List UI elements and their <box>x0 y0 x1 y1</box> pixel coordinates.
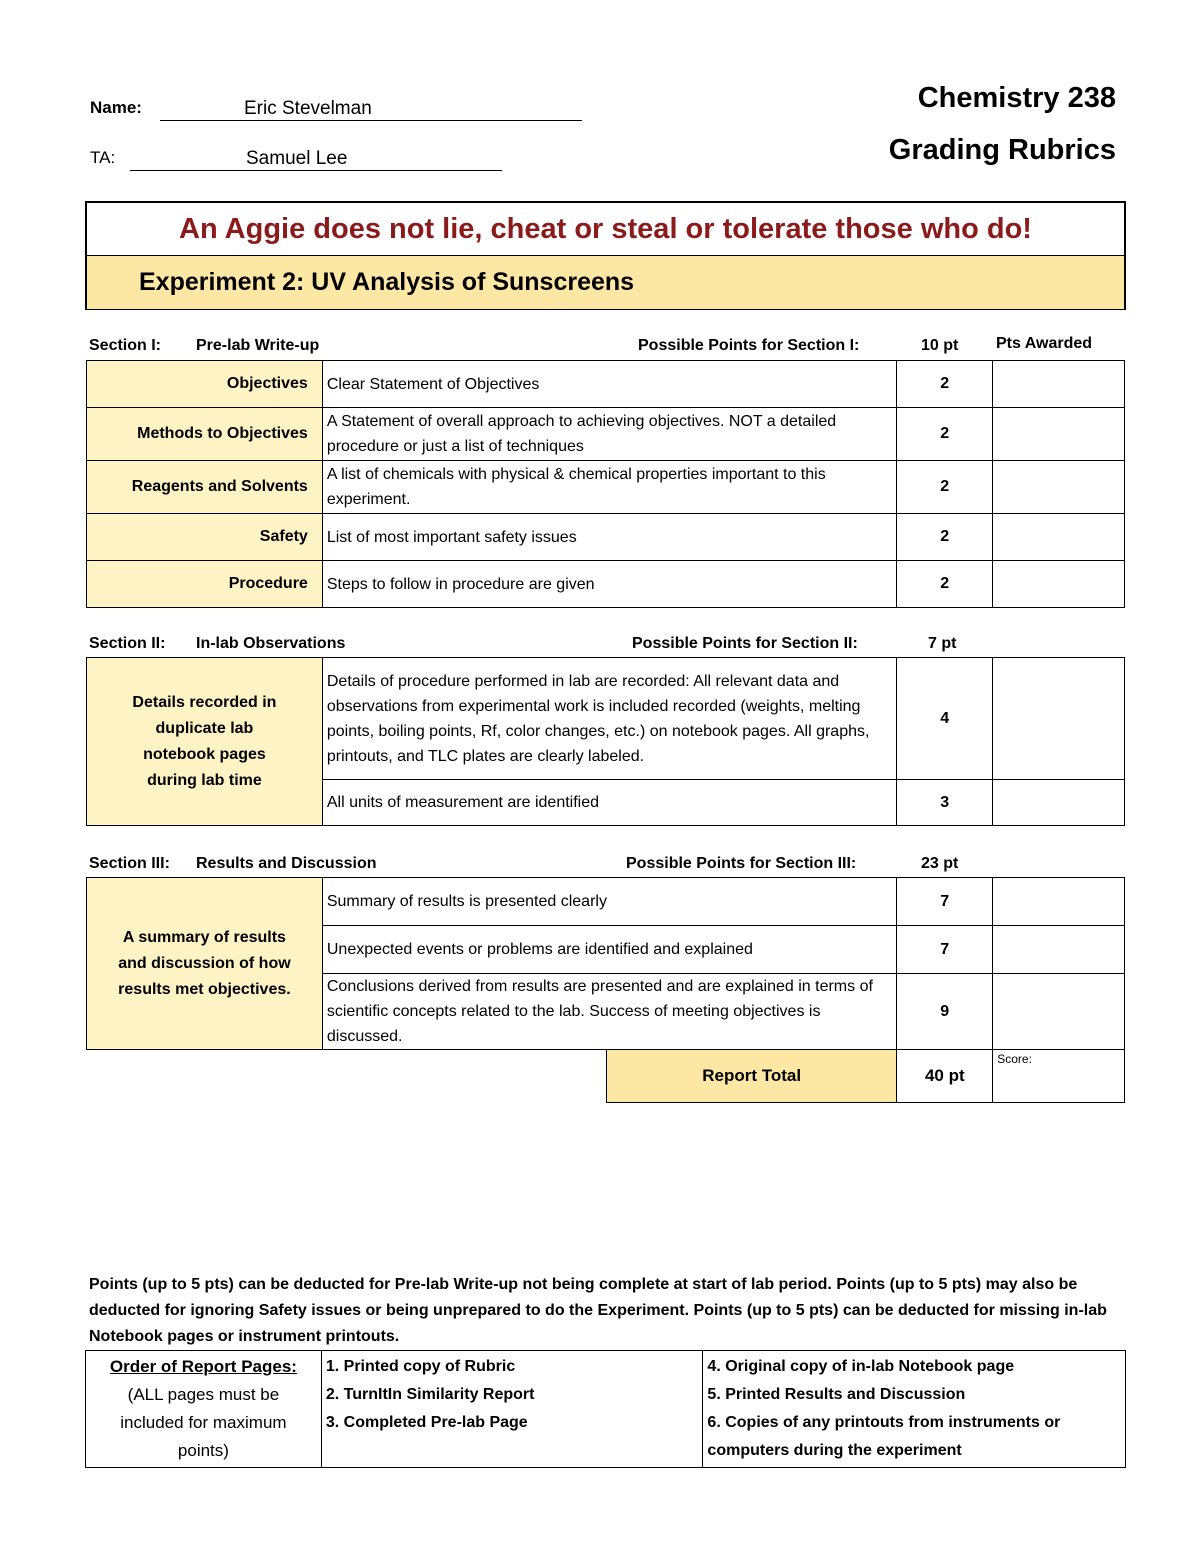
section1-label: Section I: <box>89 337 162 354</box>
section3-label: Section III: <box>89 855 170 872</box>
honor-code: An Aggie does not lie, cheat or steal or tolerate those who do! <box>87 203 1124 256</box>
total-table <box>606 1049 1125 1103</box>
awarded-cell[interactable] <box>993 561 1125 608</box>
table-row <box>87 408 1125 461</box>
row-category: Safety <box>87 514 323 561</box>
experiment-title: Experiment 2: UV Analysis of Sunscreens <box>139 268 635 296</box>
experiment-bar <box>87 256 1124 309</box>
row-description: Clear Statement of Objectives <box>322 361 896 408</box>
table-row <box>87 461 1125 514</box>
order-table <box>85 1350 1126 1468</box>
list-item: 1. Printed copy of Rubric <box>325 1358 516 1375</box>
pts-awarded-header: Pts Awarded <box>996 335 1093 352</box>
awarded-cell[interactable] <box>993 408 1125 461</box>
list-item: 2. TurnItIn Similarity Report <box>325 1386 535 1403</box>
row-points: 2 <box>897 361 993 408</box>
row-description: Conclusions derived from results are presented and are explained in terms of scientific concepts related to the lab. Success of meeting objectives is discussed. <box>322 974 896 1050</box>
score-cell[interactable] <box>993 1050 1125 1103</box>
row-points: 9 <box>897 974 993 1050</box>
section2-category: Details recorded in duplicate lab notebook pages during lab time <box>87 658 323 826</box>
awarded-cell[interactable] <box>993 974 1125 1050</box>
list-item: 5. Printed Results and Discussion <box>707 1386 966 1403</box>
report-total-value: 40 pt <box>897 1050 993 1103</box>
ta-label: TA: <box>90 148 116 167</box>
section3-name: Results and Discussion <box>196 855 377 872</box>
list-item: 4. Original copy of in-lab Notebook page <box>707 1358 1015 1375</box>
name-value: Eric Stevelman <box>244 98 372 119</box>
row-description: All units of measurement are identified <box>322 780 896 826</box>
awarded-cell[interactable] <box>993 658 1125 780</box>
rubric-title: Grading Rubrics <box>888 134 1116 166</box>
order-title: Order of Report Pages: <box>109 1357 297 1376</box>
awarded-cell[interactable] <box>993 361 1125 408</box>
order-header-cell <box>86 1351 322 1468</box>
deduction-note: Points (up to 5 pts) can be deducted for Pre-lab Write-up not being complete at start of lab period. Points (up to 5 pts) may also be deducted for ignoring Safety issues or being unprepared to do the Experiment. Points (up to 5 pts) can be deducted for missing in-lab Notebook pages or instrument printouts. <box>89 1276 1107 1345</box>
row-points: 4 <box>897 658 993 780</box>
section3-possible-value: 23 pt <box>921 855 959 872</box>
ta-value: Samuel Lee <box>246 148 348 169</box>
section3-table <box>86 877 1125 1050</box>
row-points: 2 <box>897 408 993 461</box>
section2-possible-value: 7 pt <box>928 635 957 652</box>
list-item: 3. Completed Pre-lab Page <box>325 1414 528 1431</box>
table-row <box>87 514 1125 561</box>
awarded-cell[interactable] <box>993 878 1125 926</box>
awarded-cell[interactable] <box>993 780 1125 826</box>
row-points: 7 <box>897 926 993 974</box>
table-row <box>607 1050 1125 1103</box>
section1-name: Pre-lab Write-up <box>196 337 320 354</box>
section1-table <box>86 360 1125 608</box>
row-description: Details of procedure performed in lab are recorded: All relevant data and observations from experimental work is included recorded (weights, melting points, boiling points, Rf, color changes, etc.) on notebook pages. All graphs, printouts, and TLC plates are clearly labeled. <box>322 658 896 780</box>
row-description: Unexpected events or problems are identified and explained <box>322 926 896 974</box>
name-label: Name: <box>90 98 142 117</box>
row-points: 3 <box>897 780 993 826</box>
row-description: Steps to follow in procedure are given <box>322 561 896 608</box>
name-field[interactable] <box>160 98 582 121</box>
report-total-label: Report Total <box>607 1050 897 1103</box>
section3-possible-label: Possible Points for Section III: <box>626 855 857 872</box>
table-row <box>87 658 1125 780</box>
table-row <box>87 361 1125 408</box>
row-description: Summary of results is presented clearly <box>322 878 896 926</box>
row-category: Procedure <box>87 561 323 608</box>
table-row <box>87 561 1125 608</box>
course-title: Chemistry 238 <box>917 82 1116 114</box>
awarded-cell[interactable] <box>993 926 1125 974</box>
row-points: 7 <box>897 878 993 926</box>
row-points: 2 <box>897 561 993 608</box>
order-note: (ALL pages must be included for maximum points) <box>120 1385 287 1460</box>
row-category: Reagents and Solvents <box>87 461 323 514</box>
section3-category: A summary of results and discussion of how results met objectives. <box>87 878 323 1050</box>
row-category: Methods to Objectives <box>87 408 323 461</box>
score-label: Score: <box>997 1052 1032 1066</box>
table-row <box>87 878 1125 926</box>
banner <box>85 201 1126 310</box>
awarded-cell[interactable] <box>993 514 1125 561</box>
awarded-cell[interactable] <box>993 461 1125 514</box>
section2-name: In-lab Observations <box>196 635 346 652</box>
ta-field[interactable] <box>130 148 502 171</box>
section2-label: Section II: <box>89 635 166 652</box>
row-description: List of most important safety issues <box>322 514 896 561</box>
row-points: 2 <box>897 461 993 514</box>
row-description: A list of chemicals with physical & chemical properties important to this experiment. <box>322 461 896 514</box>
section2-possible-label: Possible Points for Section II: <box>632 635 858 652</box>
row-points: 2 <box>897 514 993 561</box>
section1-possible-value: 10 pt <box>921 337 959 354</box>
section1-possible-label: Possible Points for Section I: <box>638 337 860 354</box>
section2-table <box>86 657 1125 826</box>
list-item: 6. Copies of any printouts from instruments or computers during the experiment <box>707 1414 1061 1459</box>
order-column-2 <box>703 1351 1126 1468</box>
row-description: A Statement of overall approach to achieving objectives. NOT a detailed procedure or just a list of techniques <box>322 408 896 461</box>
order-column-1 <box>321 1351 703 1468</box>
row-category: Objectives <box>87 361 323 408</box>
